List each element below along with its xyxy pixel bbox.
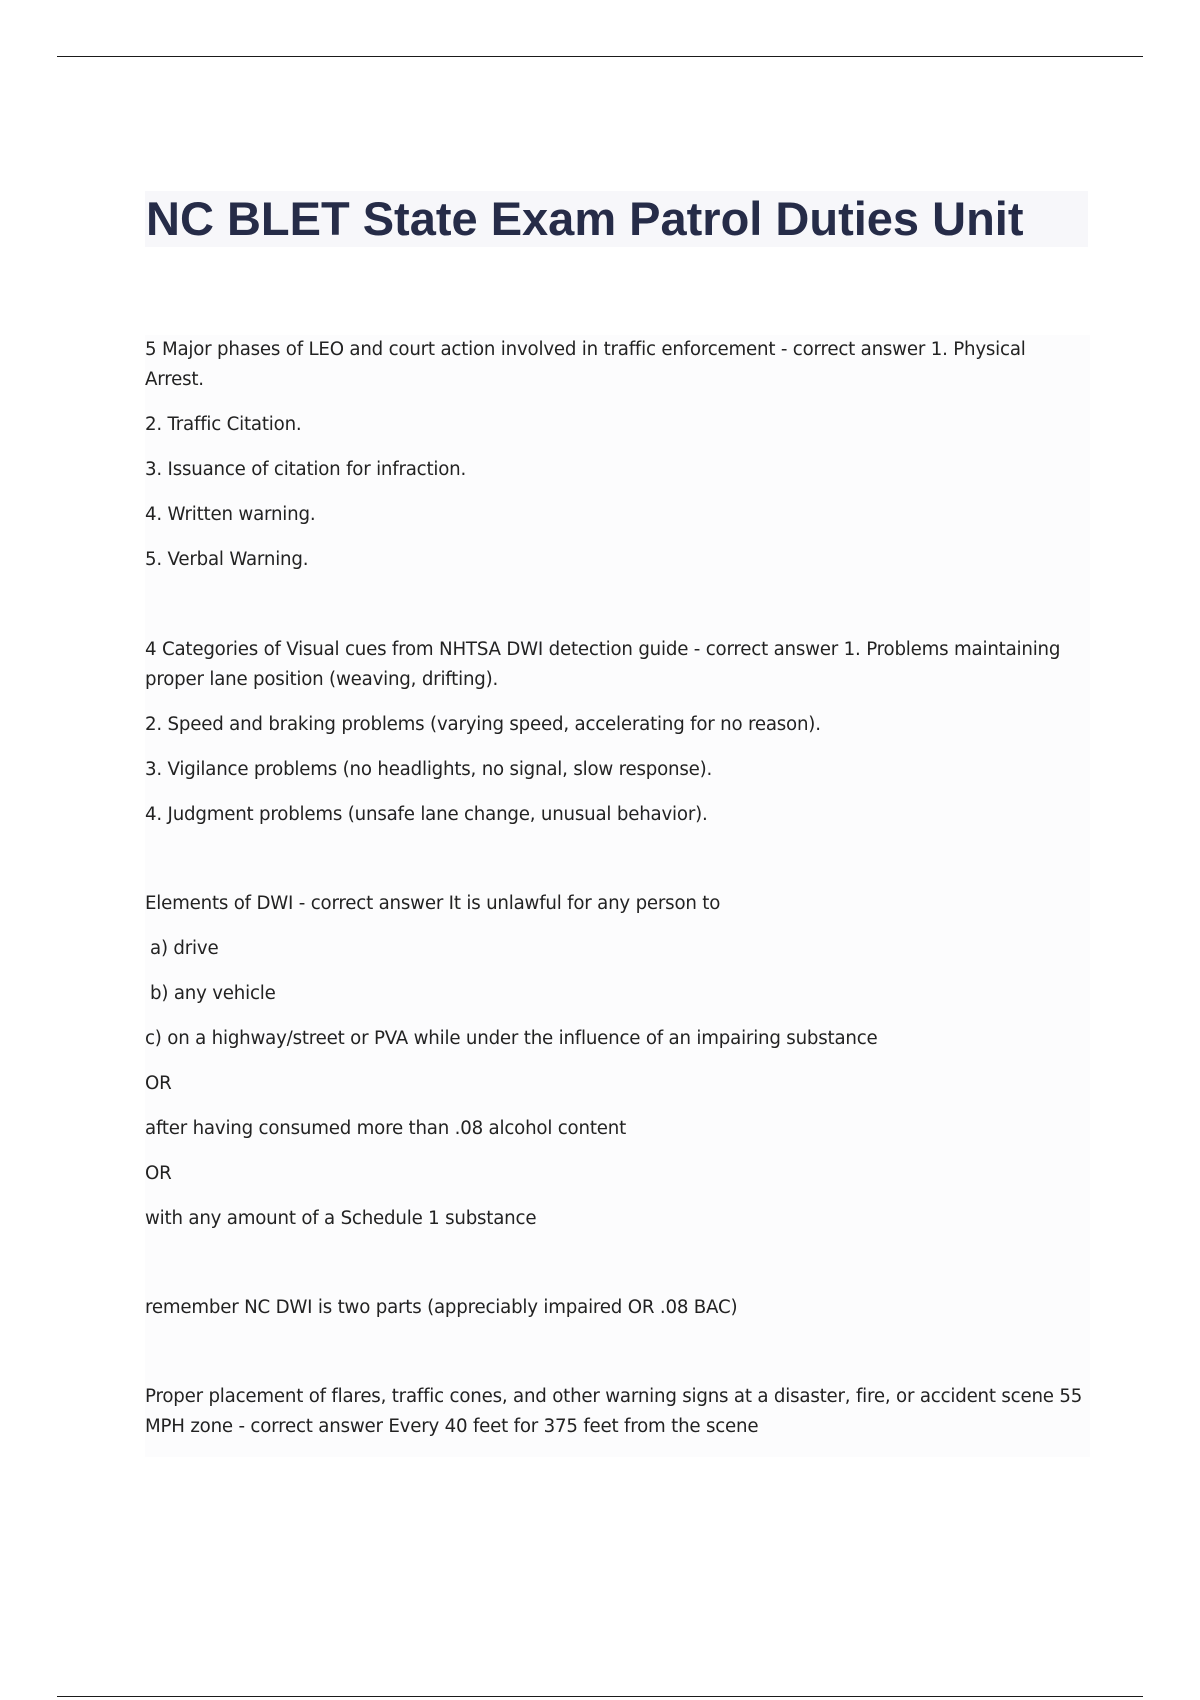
card-question-answer: 5 Major phases of LEO and court action involved in traffic enforcement - correct answer 1. Physical Arrest. (145, 339, 1026, 390)
answer-line: b) any vehicle (150, 983, 276, 1004)
document-title: NC BLET State Exam Patrol Duties Unit (146, 192, 1024, 245)
top-divider (57, 56, 1143, 57)
bottom-divider (57, 1696, 1143, 1697)
card-question-answer: 4 Categories of Visual cues from NHTSA DWI detection guide - correct answer 1. Problems maintaining proper lane position (weaving, drifting). (145, 639, 1061, 690)
flashcard-traffic-enforcement-phases (145, 335, 1090, 575)
answer-line: a) drive (150, 938, 219, 959)
answer-line: 2. Speed and braking problems (varying speed, accelerating for no reason). (145, 714, 821, 735)
section-spacer (145, 1338, 1090, 1382)
section-spacer (145, 590, 1090, 635)
flashcard-visual-cues (145, 635, 1090, 830)
answer-line: OR (145, 1163, 172, 1184)
answer-line: 2. Traffic Citation. (145, 414, 302, 435)
answer-line: 3. Issuance of citation for infraction. (145, 459, 467, 480)
note-nc-dwi (145, 1293, 1090, 1323)
answer-line: after having consumed more than .08 alcohol content (145, 1118, 626, 1139)
card-question-answer: Proper placement of flares, traffic cones, and other warning signs at a disaster, fire, or accident scene 55 MPH zone - correct answer Every 40 feet for 375 feet from the scene (145, 1386, 1083, 1437)
flashcard-warning-sign-placement (145, 1382, 1090, 1442)
section-spacer (145, 1249, 1090, 1293)
answer-line: c) on a highway/street or PVA while under the influence of an impairing substance (145, 1028, 878, 1049)
answer-line: 4. Written warning. (145, 504, 316, 525)
answer-line: OR (145, 1073, 172, 1094)
flashcard-elements-of-dwi (145, 889, 1090, 1234)
section-spacer (145, 845, 1090, 889)
card-question-answer: Elements of DWI - correct answer It is unlawful for any person to (145, 893, 721, 914)
title-banner (145, 191, 1088, 247)
answer-line: with any amount of a Schedule 1 substance (145, 1208, 537, 1229)
answer-line: 4. Judgment problems (unsafe lane change, unusual behavior). (145, 804, 708, 825)
note-line: remember NC DWI is two parts (appreciably impaired OR .08 BAC) (145, 1297, 738, 1318)
answer-line: 3. Vigilance problems (no headlights, no signal, slow response). (145, 759, 713, 780)
answer-line: 5. Verbal Warning. (145, 549, 309, 570)
document-body (145, 335, 1090, 1457)
